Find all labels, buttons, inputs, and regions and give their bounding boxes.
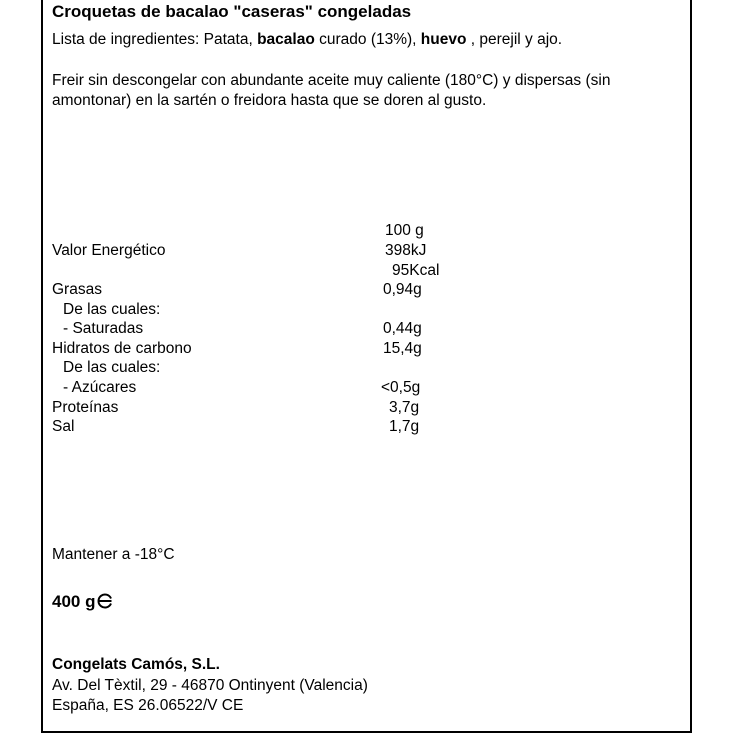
nutrition-per-header: 100 g [385,222,424,239]
nutrition-label: De las cuales: [63,359,161,376]
nutrition-label: Valor Energético [52,242,166,259]
nutrition-label: Grasas [52,281,102,298]
ingredients-prefix: Lista de ingredientes: Patata, [52,31,258,48]
company-registration: España, ES 26.06522/V CE [52,697,244,714]
estimated-sign-icon [96,592,114,610]
net-weight [52,592,114,611]
nutrition-value: 15,4g [383,340,422,357]
nutrition-value: 0,44g [383,320,422,337]
nutrition-value: 0,94g [383,281,422,298]
ingredient-allergen-cod: bacalao [257,31,315,48]
ingredients-suffix: , perejil y ajo. [466,31,563,48]
instructions-line-1: Freir sin descongelar con abundante aceite muy caliente (180°C) y dispersas (sin [52,72,611,89]
nutrition-value: <0,5g [381,379,421,396]
nutrition-value: 95Kcal [392,262,440,279]
nutrition-label: - Azúcares [63,379,137,396]
net-weight-value: 400 g [52,592,96,611]
company-name: Congelats Camós, S.L. [52,656,220,673]
storage-instructions: Mantener a -18°C [52,546,175,563]
company-address: Av. Del Tèxtil, 29 - 46870 Ontinyent (Valencia) [52,677,368,694]
ingredients-middle: curado (13%), [314,31,421,48]
nutrition-label: - Saturadas [63,320,144,337]
nutrition-value: 398kJ [385,242,427,259]
nutrition-label: De las cuales: [63,301,161,318]
product-title: Croquetas de bacalao "caseras" congeladas [52,2,412,21]
nutrition-label: Proteínas [52,399,119,416]
nutrition-label: Sal [52,418,75,435]
instructions-line-2: amontonar) en la sartén o freidora hasta que se doren al gusto. [52,92,487,109]
nutrition-label: Hidratos de carbono [52,340,192,357]
ingredient-allergen-egg: huevo [420,31,467,48]
nutrition-value: 3,7g [389,399,420,416]
ingredients-line [52,31,562,49]
nutrition-value: 1,7g [389,418,420,435]
